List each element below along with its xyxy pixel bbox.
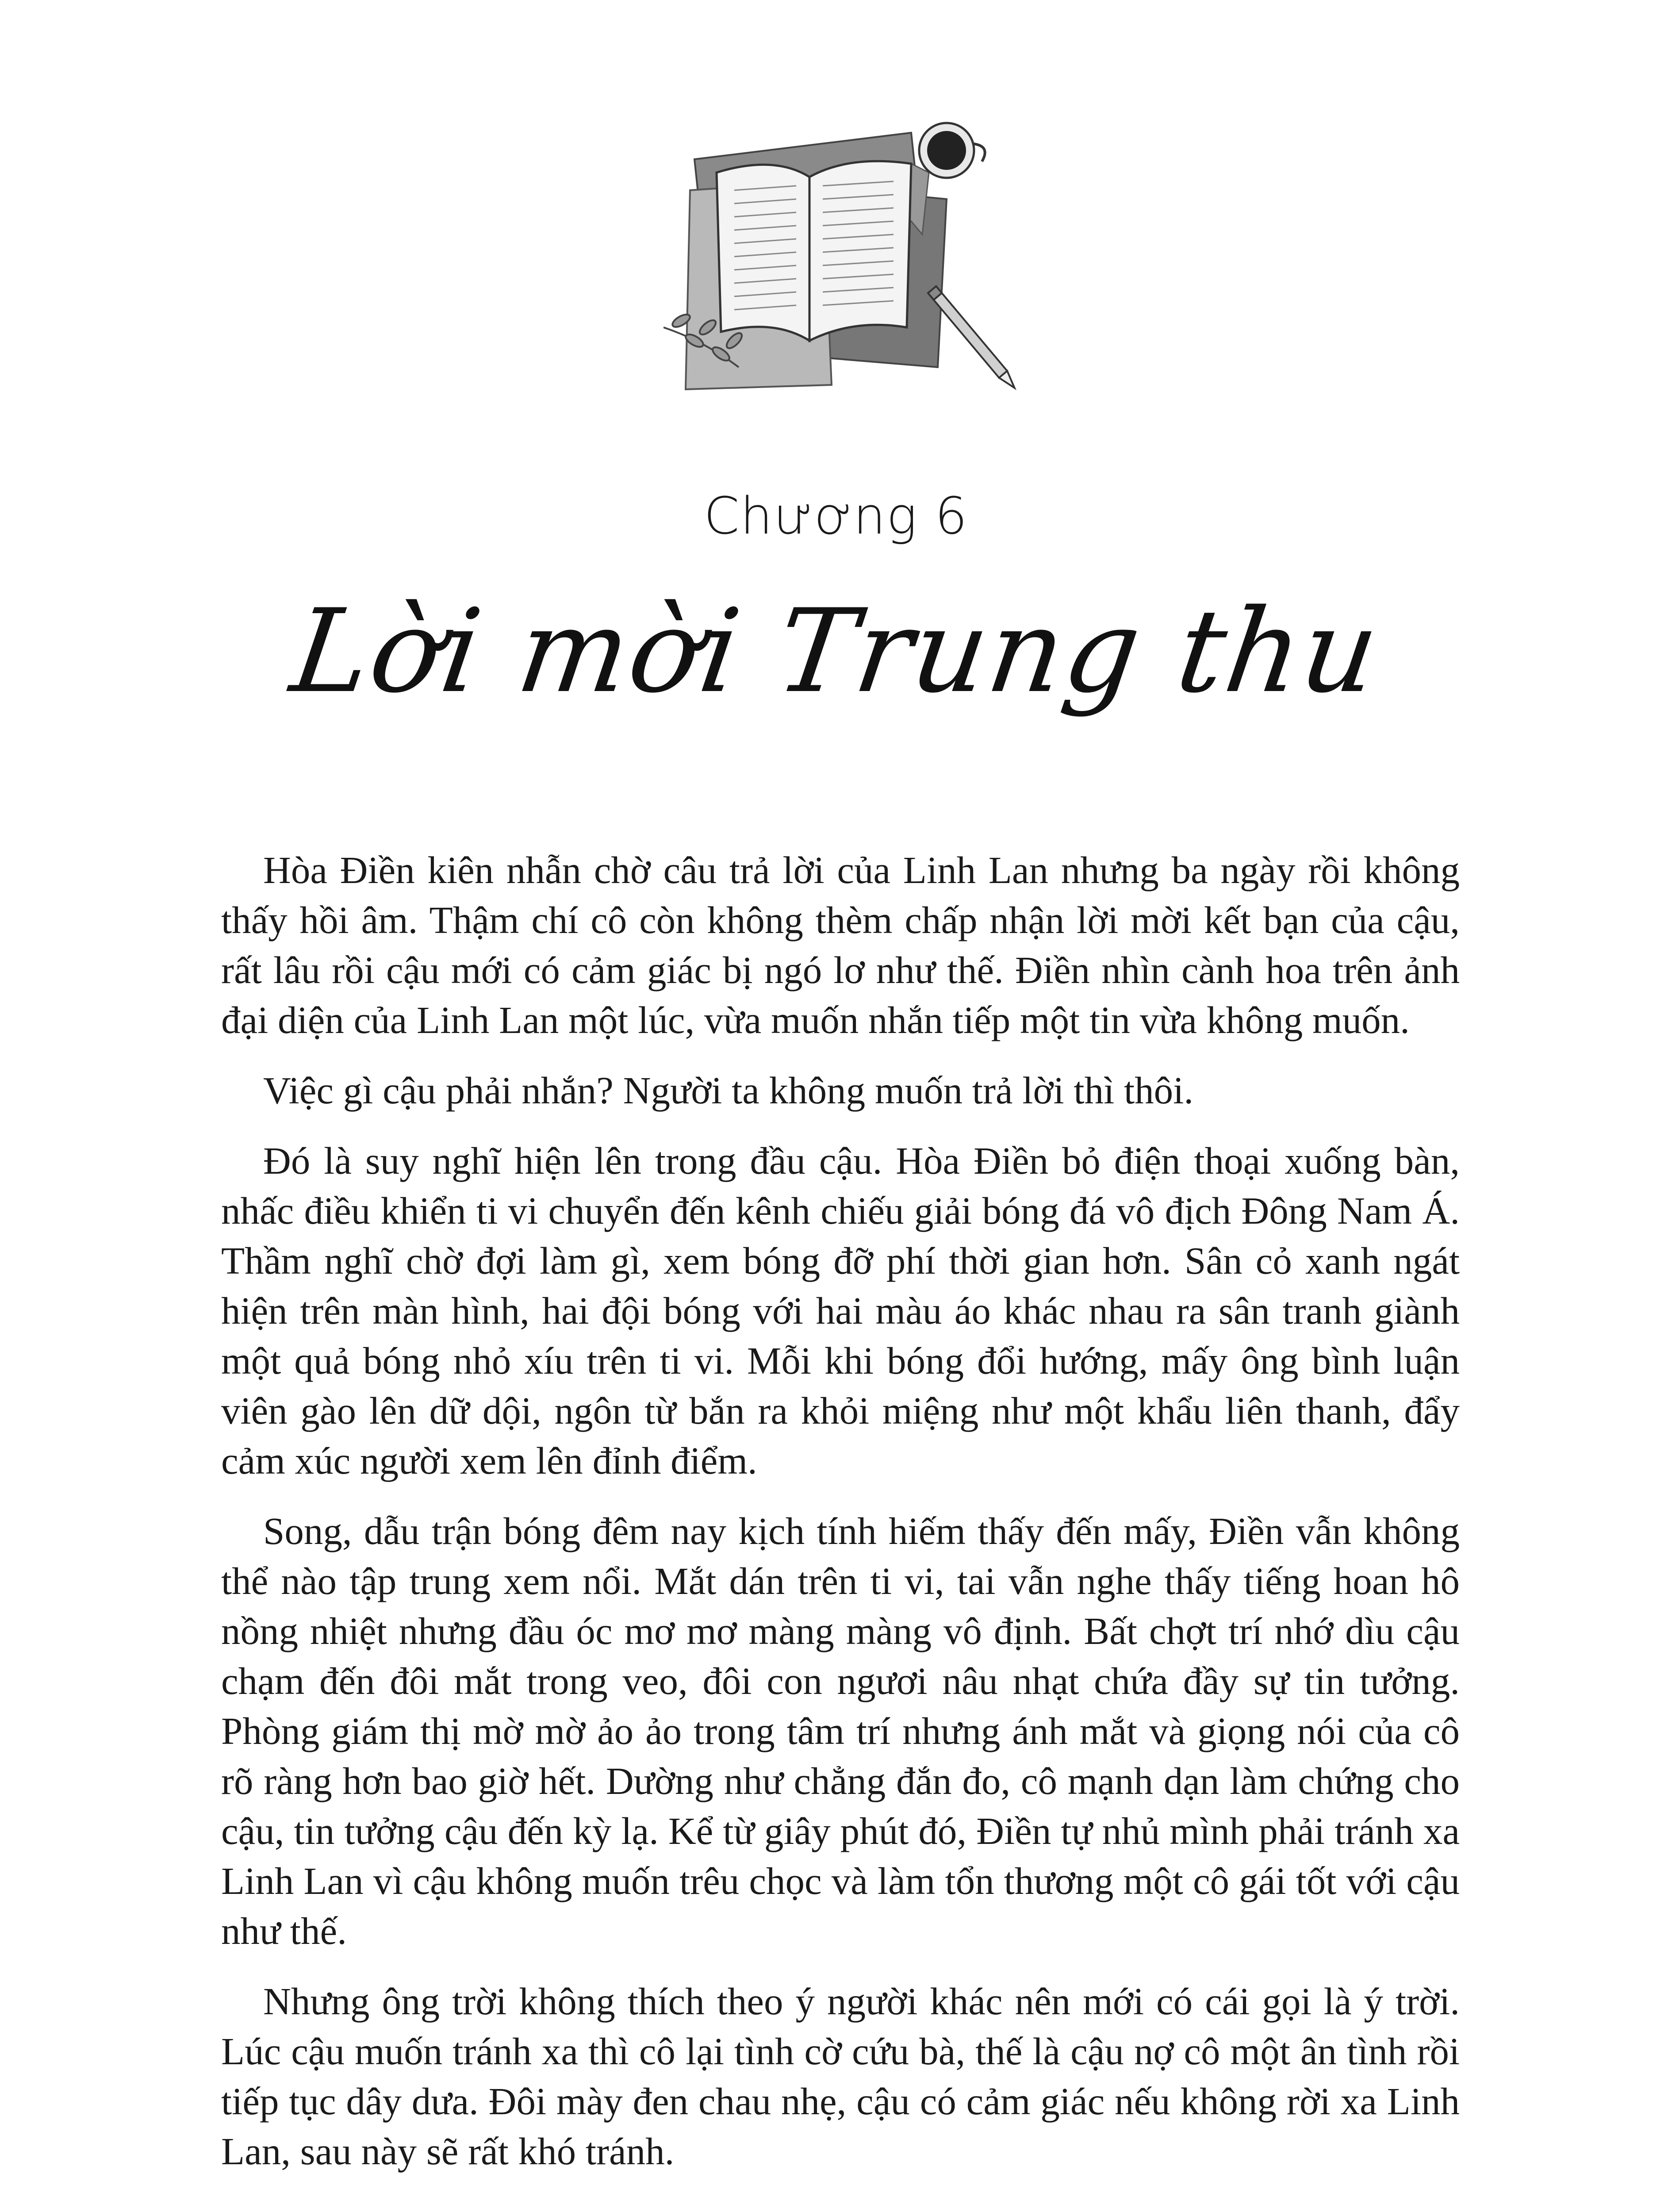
chapter-title: Lời mời Trung thu [284,585,1388,718]
open-book-with-coffee-pencil-and-leaves-icon [663,119,1017,403]
paragraph: Song, dẫu trận bóng đêm nay kịch tính hiếm thấy đến mấy, Điền vẫn không thể nào tập trung xem nổi. Mắt dán trên ti vi, tai vẫn nghe thấy tiếng hoan hô nồng nhiệt nhưng đầu óc mơ mơ màng màng vô định. Bất chợt trí nhớ dìu cậu chạm đến đôi mắt trong veo, đôi con ngươi nâu nhạt chứa đầy sự tin tưởng. Phòng giám thị mờ mờ ảo ảo trong tâm trí nhưng ánh mắt và giọng nói của cô rõ ràng hơn bao giờ hết. Dường như chẳng đắn đo, cô mạnh dạn làm chứng cho cậu, tin tưởng cậu đến kỳ lạ. Kể từ giây phút đó, Điền tự nhủ mình phải tránh xa Linh Lan vì cậu không muốn trêu chọc và làm tổn thương một cô gái tốt với cậu như thế. [221,1509,1460,1952]
chapter-number: Chương 6 [704,487,968,546]
paragraph: Việc gì cậu phải nhắn? Người ta không muốn trả lời thì thôi. [263,1069,1194,1112]
paragraph: Nhưng ông trời không thích theo ý người khác nên mới có cái gọi là ý trời. Lúc cậu muốn tránh xa thì cô lại tình cờ cứu bà, thế là cậu nợ cô một ân tình rồi tiếp tục dây dưa. Đôi mày đen chau nhẹ, cậu có cảm giác nếu không rời xa Linh Lan, sau này sẽ rất khó tránh. [221,1980,1460,2173]
chapter-body [221,845,1460,2197]
paragraph: Hòa Điền kiên nhẫn chờ câu trả lời của Linh Lan nhưng ba ngày rồi không thấy hồi âm. Thậm chí cô còn không thèm chấp nhận lời mời kết bạn của cậu, rất lâu rồi cậu mới có cảm giác bị ngó lơ như thế. Điền nhìn cành hoa trên ảnh đại diện của Linh Lan một lúc, vừa muốn nhắn tiếp một tin vừa không muốn. [221,849,1460,1041]
paragraph: Đó là suy nghĩ hiện lên trong đầu cậu. Hòa Điền bỏ điện thoại xuống bàn, nhấc điều khiển ti vi chuyển đến kênh chiếu giải bóng đá vô địch Đông Nam Á. Thầm nghĩ chờ đợi làm gì, xem bóng đỡ phí thời gian hơn. Sân cỏ xanh ngát hiện trên màn hình, hai đội bóng với hai màu áo khác nhau ra sân tranh giành một quả bóng nhỏ xíu trên ti vi. Mỗi khi bóng đổi hướng, mấy ông bình luận viên gào lên dữ dội, ngôn từ bắn ra khỏi miệng như một khẩu liên thanh, đẩy cảm xúc người xem lên đỉnh điểm. [221,1139,1460,1482]
